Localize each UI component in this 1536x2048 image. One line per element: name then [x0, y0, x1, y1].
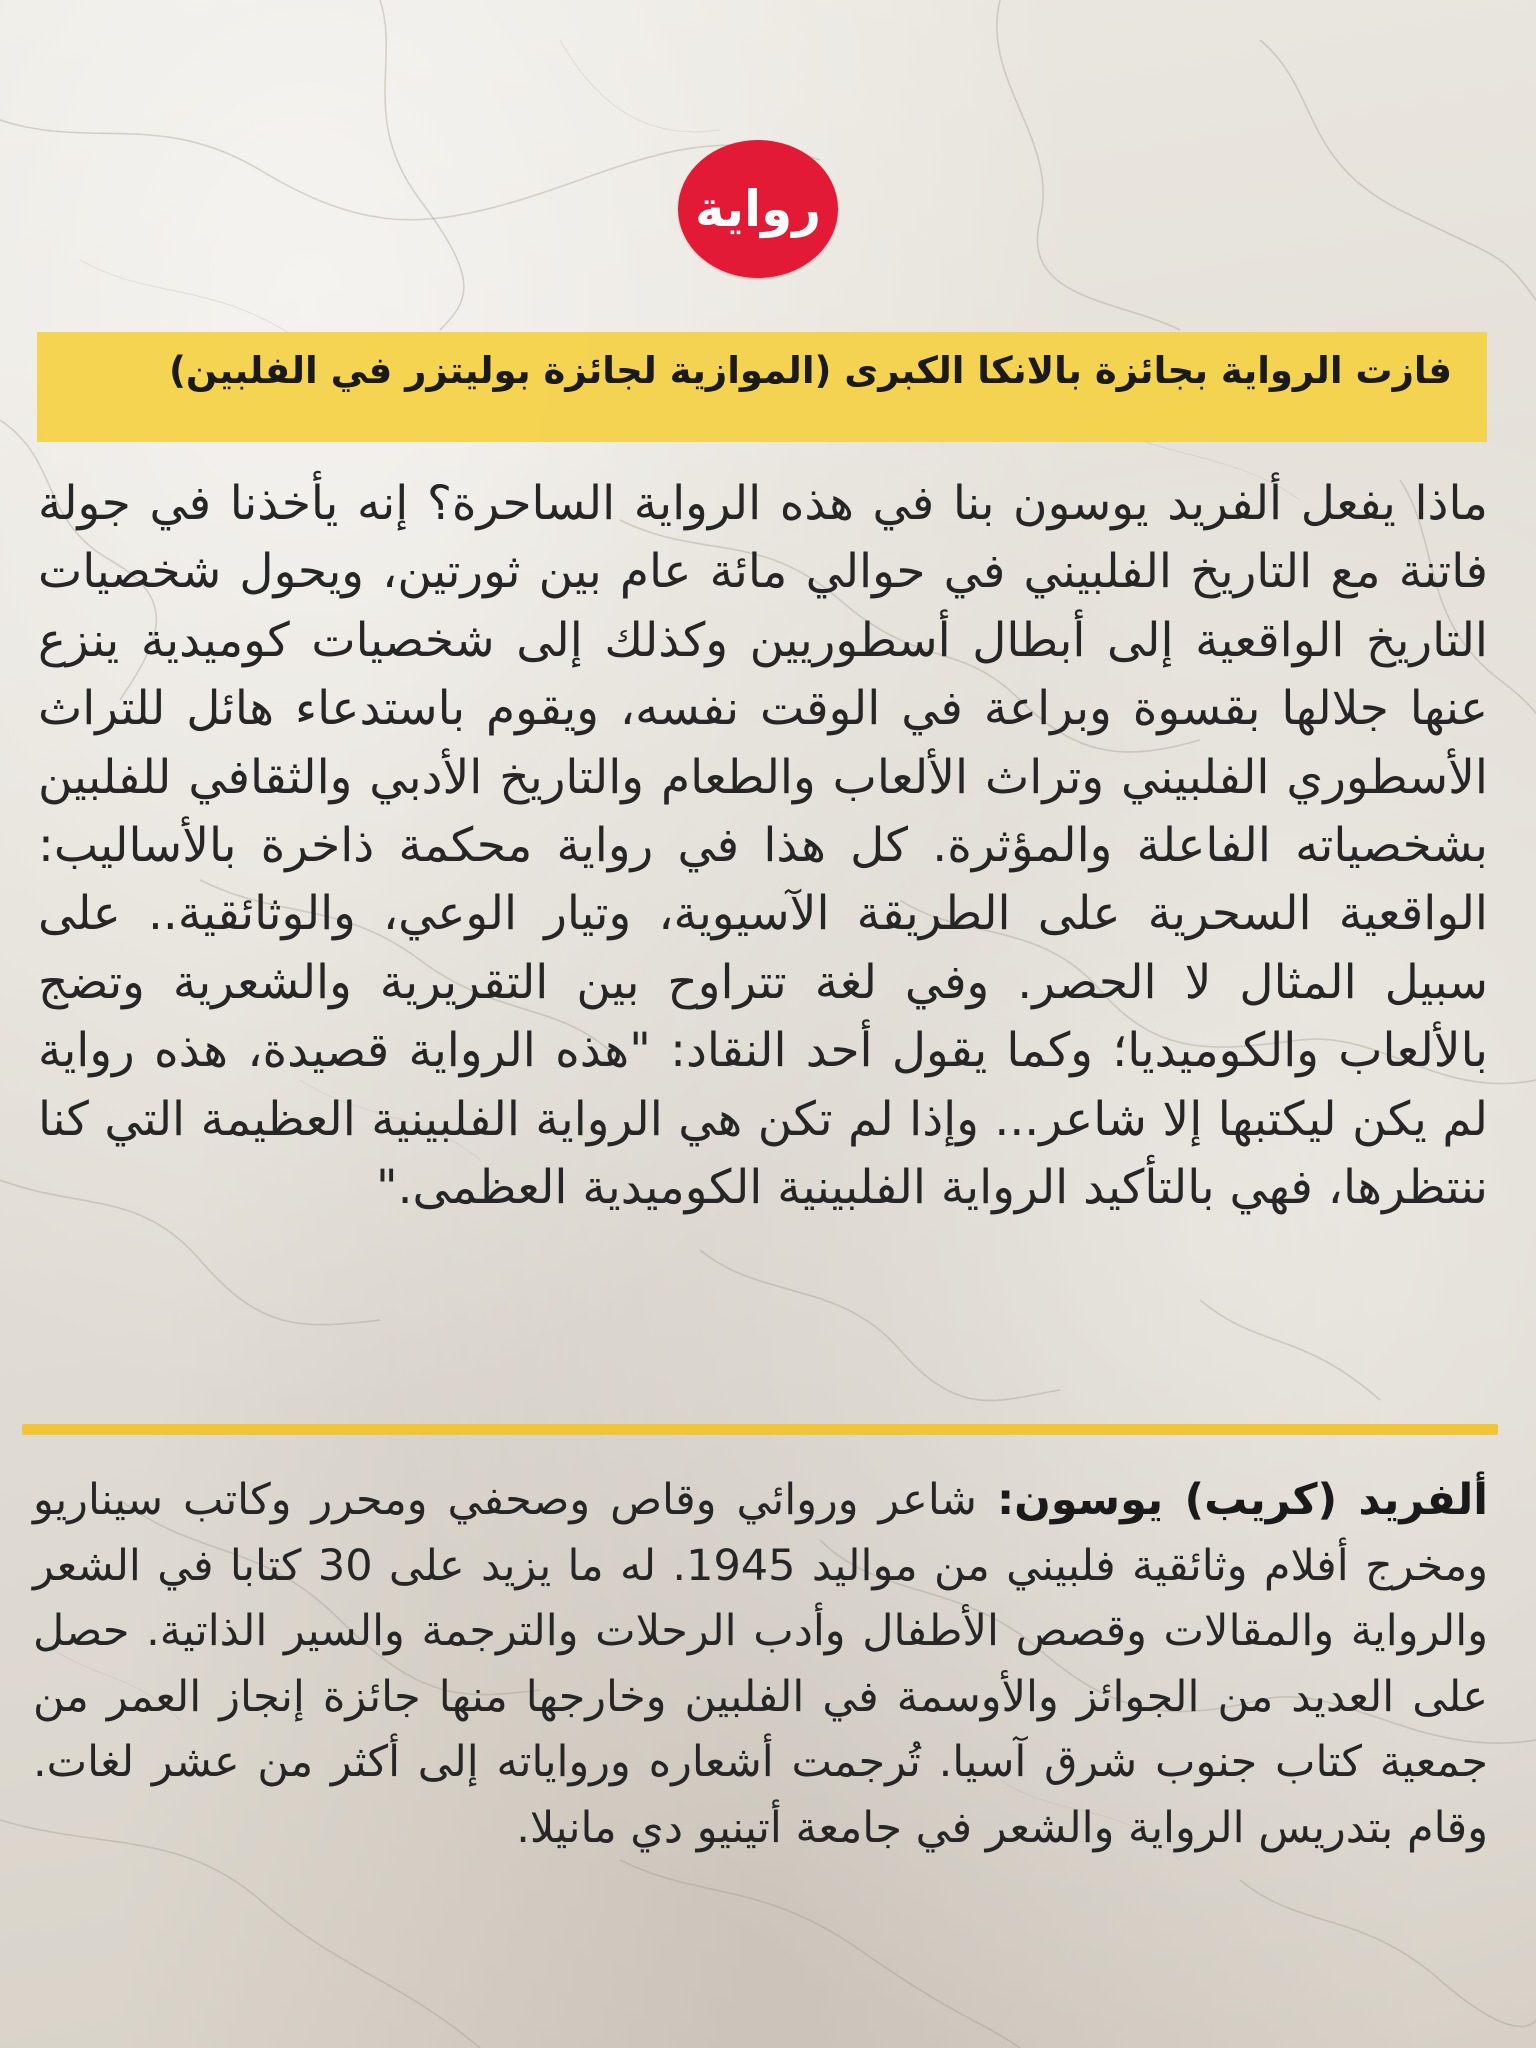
genre-badge — [678, 140, 838, 278]
author-name: ألفريد (كريب) يوسون: — [996, 1475, 1489, 1525]
novel-description: ماذا يفعل ألفريد يوسون بنا في هذه الرواية الساحرة؟ إنه يأخذنا في جولة فاتنة مع التاريخ الفلبيني في حوالي مائة عام بين ثورتين، ويحول شخصيات التاريخ الواقعية إلى أبطال أسطوريين وكذلك إلى شخصيات كوميدية ينزع عنها جلالها بقسوة وبراعة في الوقت نفسه، ويقوم باستدعاء هائل للتراث الأسطوري الفلبيني وتراث الألعاب والطعام والتاريخ الأدبي والثقافي للفلبين بشخصياته الفاعلة والمؤثرة. كل هذا في رواية محكمة ذاخرة بالأساليب: الواقعية السحرية على الطريقة الآسيوية، وتيار الوعي، والوثائقية.. على سبيل المثال لا الحصر. وفي لغة تتراوح بين التقريرية والشعرية وتضج بالألعاب والكوميديا؛ وكما يقول أحد النقاد: "هذه الرواية قصيدة، هذه رواية لم يكن ليكتبها إلا شاعر... وإذا لم تكن هي الرواية الفلبينية العظيمة التي كنا ننتظرها، فهي بالتأكيد الرواية الفلبينية الكوميدية العظمى." — [38, 476, 1488, 1216]
award-statement: فازت الرواية بجائزة بالانكا الكبرى (الموازية لجائزة بوليتزر في الفلبين) — [168, 349, 1452, 392]
genre-badge-label: رواية — [694, 180, 822, 238]
section-divider — [22, 1424, 1498, 1435]
author-bio — [33, 1468, 1488, 1861]
author-bio-text: شاعر وروائي وقاص وصحفي ومحرر وكاتب سيناريو ومخرج أفلام وثائقية فلبيني من مواليد 1945. له ما يزيد على 30 كتابا في الشعر والرواية والمقالات وقصص الأطفال وأدب الرحلات والترجمة والسير الذاتية. حصل على العديد من الجوائز والأوسمة في الفلبين وخارجها منها جائزة إنجاز العمر من جمعية كتاب جنوب شرق آسيا. تُرجمت أشعاره ورواياته إلى أكثر من عشر لغات. وقام بتدريس الرواية والشعر في جامعة أتينيو دي مانيلا. — [33, 1475, 1489, 1853]
